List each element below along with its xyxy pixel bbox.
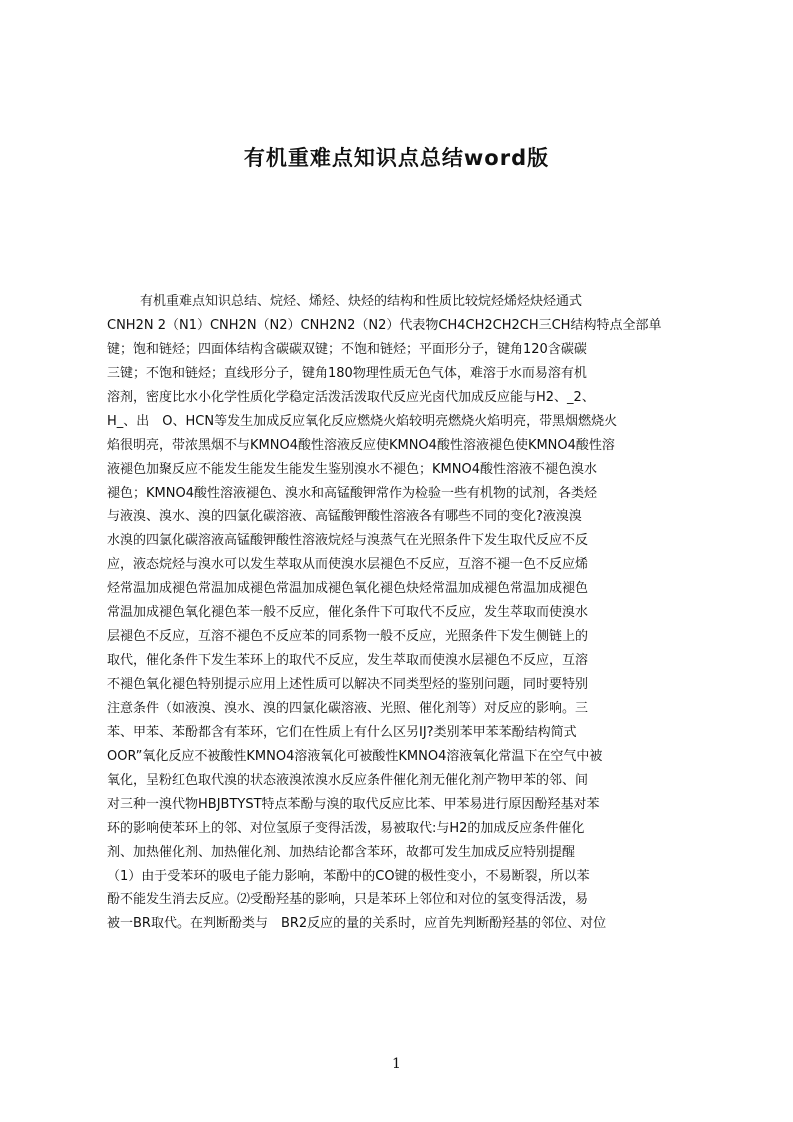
text-line: 氧化，呈粉红色取代溴的状态液溴浓溴水反应条件催化剂无催化剂产物甲苯的邻、间 — [107, 772, 589, 788]
text-line: 常温加成褪色氧化褪色苯一般不反应，催化条件下可取代不反应，发生萃取而使溴水 — [107, 605, 589, 621]
text-line: 焰很明亮，带浓黑烟不与KMNO4酸性溶液反应使KMNO4酸性溶液褪色使KMNO4酸性溶 — [107, 437, 615, 453]
text-line: 苯、甲苯、苯酚都含有苯环，它们在性质上有什么区另IJ?类别苯甲苯苯酚结构简式 — [107, 724, 577, 740]
text-line: H_、出 O、HCN等发生加成反应氧化反应燃烧火焰较明亮燃烧火焰明亮，带黑烟燃烧火 — [107, 413, 618, 429]
text-line: 剂、加热催化剂、加热催化剂、加热结论都含苯环，故都可发生加成反应特别提醒 — [107, 844, 576, 860]
text-line: （1）由于受苯环的吸电子能力影响，苯酚中的CO键的极性变小，不易断裂，所以苯 — [107, 868, 590, 884]
text-line: 烃常温加成褪色常温加成褪色常温加成褪色氧化褪色炔烃常温加成褪色常温加成褪色 — [107, 581, 589, 597]
text-line: CNH2N 2（N1）CNH2N（N2）CNH2N2（N2）代表物CH4CH2CH2CH三CH结构特点全部单 — [107, 317, 662, 333]
page-number: 1 — [392, 1056, 401, 1072]
text-line: 环的影响使苯环上的邻、对位氢原子变得活泼，易被取代:与H2的加成反应条件催化 — [107, 820, 585, 836]
text-line: 不褪色氧化褪色特别提示应用上述性质可以解决不同类型烃的鉴别问题，同时要特别 — [107, 677, 589, 692]
text-line: 液褪色加聚反应不能发生能发生能发生鉴别溴水不褪色；KMNO4酸性溶液不褪色溴水 — [107, 461, 597, 477]
text-line: 被一BR取代。在判断酚类与 BR2反应的量的关系时，应首先判断酚羟基的邻位、对位 — [107, 916, 607, 932]
text-line: 溶剂，密度比水小化学性质化学稳定活泼活泼取代反应光卤代加成反应能与H2、_2、 — [107, 389, 595, 405]
text-line: 酚不能发生消去反应。⑵受酚羟基的影响，只是苯环上邻位和对位的氢变得活泼，易 — [107, 892, 589, 908]
text-line: OOR”氧化反应不被酸性KMNO4溶液氧化可被酸性KMNO4溶液氧化常温下在空气中被 — [107, 748, 603, 764]
document-title: 有机重难点知识点总结word版 — [243, 146, 550, 170]
text-line: 层褪色不反应，互溶不褪色不反应苯的同系物一般不反应，光照条件下发生侧链上的 — [107, 629, 589, 645]
text-line: 取代，催化条件下发生苯环上的取代不反应，发生萃取而使溴水层褪色不反应，互溶 — [107, 653, 589, 669]
text-line: 键；饱和链烃；四面体结构含碳碳双键；不饱和链烃；平面形分子，键角120含碳碳 — [107, 341, 587, 357]
text-line: 注意条件（如液溴、溴水、溴的四氯化碳溶液、光照、催化剂等）对反应的影响。三 — [107, 700, 589, 716]
text-line: 应，液态烷烃与溴水可以发生萃取从而使溴水层褪色不反应，互溶不褪一色不反应烯 — [107, 557, 589, 573]
text-line: 有机重难点知识总结、烷烃、烯烃、炔烃的结构和性质比较烷烃烯烃炔烃通式 — [140, 294, 583, 309]
text-line: 三键；不饱和链烃；直线形分子，键角180物理性质无色气体，难溶于水而易溶有机 — [107, 365, 587, 381]
text-line: 褪色；KMNO4酸性溶液褪色、溴水和高锰酸钾常作为检验一些有机物的试剂，各类烃 — [107, 485, 597, 501]
text-line: 水溴的四氯化碳溶液高锰酸钾酸性溶液烷烃与溴蒸气在光照条件下发生取代反应不反 — [107, 533, 589, 549]
body-paragraph — [107, 290, 697, 932]
text-line: 与液溴、溴水、溴的四氯化碳溶液、高锰酸钾酸性溶液各有哪些不同的变化?液溴溴 — [107, 509, 582, 525]
text-line: 对三种一溴代物HBJBTYST特点苯酚与溴的取代反应比苯、甲苯易进行原因酚羟基对苯 — [107, 796, 600, 812]
